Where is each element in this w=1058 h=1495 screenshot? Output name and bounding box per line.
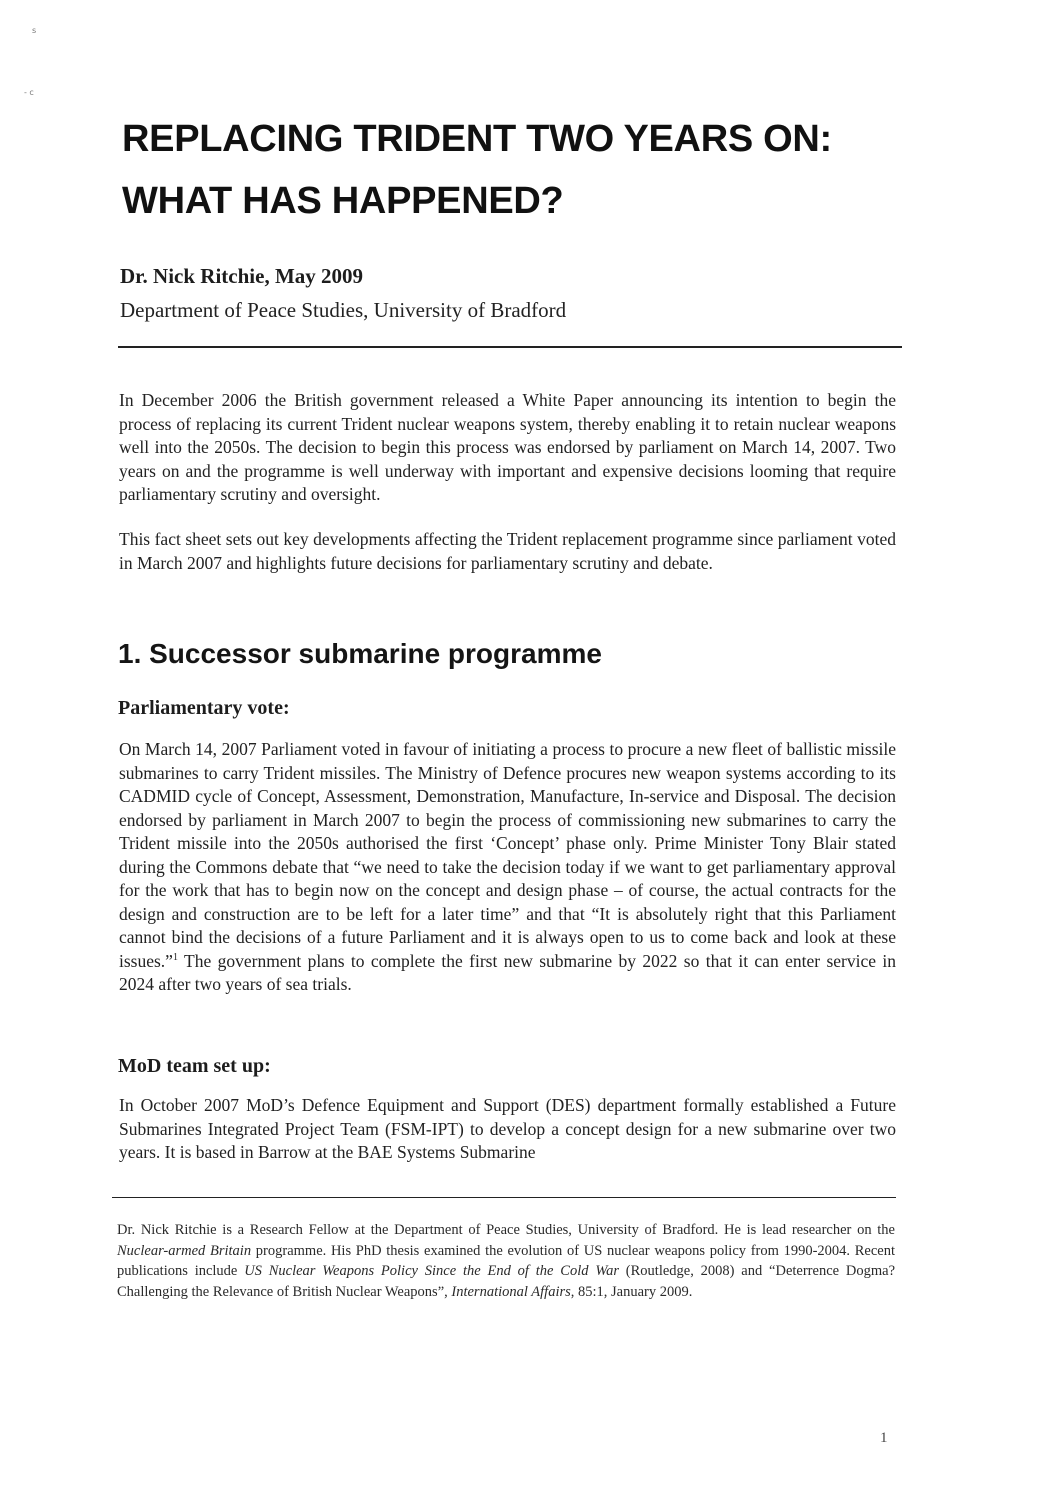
author-byline: Dr. Nick Ritchie, May 2009 bbox=[120, 264, 364, 288]
footnote-text: (Routledge, 2008) and “Deterrence Dogma? Challenging the Relevance of British Nuclear Weapons”, bbox=[117, 1263, 896, 1300]
footnote-italic: Nuclear-armed Britain bbox=[117, 1242, 252, 1259]
footnote-divider bbox=[112, 1197, 896, 1198]
vote-text-end: The government plans to complete the first new submarine by 2022 so that it can enter service in 2024 after two years of sea trials. bbox=[119, 950, 896, 994]
intro-paragraph-2: This fact sheet sets out key developments affecting the Trident replacement programme since parliament voted in March 2007 and highlights future decisions for parliamentary scrutiny and debate. bbox=[119, 529, 896, 573]
footnote-italic: US Nuclear Weapons Policy Since the End of the Cold War bbox=[244, 1263, 619, 1279]
title-line-1: REPLACING TRIDENT TWO YEARS ON: bbox=[122, 118, 832, 160]
page-number: 1 bbox=[880, 1430, 888, 1446]
author-footnote bbox=[117, 1220, 895, 1302]
vote-text: On March 14, 2007 Parliament voted in favour of initiating a process to procure a new fleet of ballistic missile submarines to carry Trident missiles. The Ministry of Defence procures new weapon systems according to its CADMID cycle of Concept, Assessment, Demonstration, Manufacture, In-service and Disposal. The decision endorsed by parliament in March 2007 to begin the process of commissioning new submarines to carry the Trident missile into the 2050s authorised the first ‘Concept’ phase only. Prime Minister Tony Blair stated during the Commons debate that “we need to take the decision today if we want to get parliamentary approval for the work that has to begin now on the concept and design phase – of course, the actual contracts for the design and construction are to be left for a later time” and that “It is absolutely right that this Parliament cannot bind the decisions of a future Parliament and it is always open to us to come back and look at these issues.” bbox=[119, 739, 896, 971]
footnote-italic: International Affairs bbox=[451, 1283, 571, 1300]
footnote-text: Dr. Nick Ritchie is a Research Fellow at the Department of Peace Studies, University of Bradford. He is lead researcher on the bbox=[117, 1222, 895, 1238]
mod-team-paragraph: In October 2007 MoD’s Defence Equipment and Support (DES) department formally established a Future Submarines Integrated Project Team (FSM-IPT) to develop a concept design for a new submarine over two years. It is based in Barrow at the BAE Systems Submarine bbox=[119, 1095, 896, 1162]
title-line-2: WHAT HAS HAPPENED? bbox=[122, 180, 564, 222]
author-affiliation: Department of Peace Studies, University of Bradford bbox=[120, 298, 567, 322]
parliamentary-vote-paragraph bbox=[119, 738, 896, 997]
footnote-reference[interactable]: 1 bbox=[172, 951, 178, 963]
subheading-mod-team: MoD team set up: bbox=[118, 1055, 271, 1077]
scan-mark: - c bbox=[24, 88, 34, 97]
intro-paragraph-1: In December 2006 the British government released a White Paper announcing its intention to begin the process of replacing its current Trident nuclear weapons system, thereby enabling it to retain nuclear weapons well into the 2050s. The decision to begin this process was endorsed by parliament on March 14, 2007. Two years on and the programme is well underway with important and expensive decisions looming that require parliamentary scrutiny and oversight. bbox=[119, 390, 896, 504]
footnote-text: programme. His PhD thesis examined the evolution of US nuclear weapons policy from 1990-2004. Recent publications include bbox=[117, 1242, 895, 1279]
footnote-text: , 85:1, January 2009. bbox=[570, 1283, 693, 1300]
scan-mark: s bbox=[32, 26, 37, 35]
subheading-parliamentary-vote: Parliamentary vote: bbox=[118, 697, 290, 719]
header-divider bbox=[118, 346, 902, 348]
section-heading: 1. Successor submarine programme bbox=[118, 638, 602, 669]
page-title bbox=[122, 108, 922, 232]
